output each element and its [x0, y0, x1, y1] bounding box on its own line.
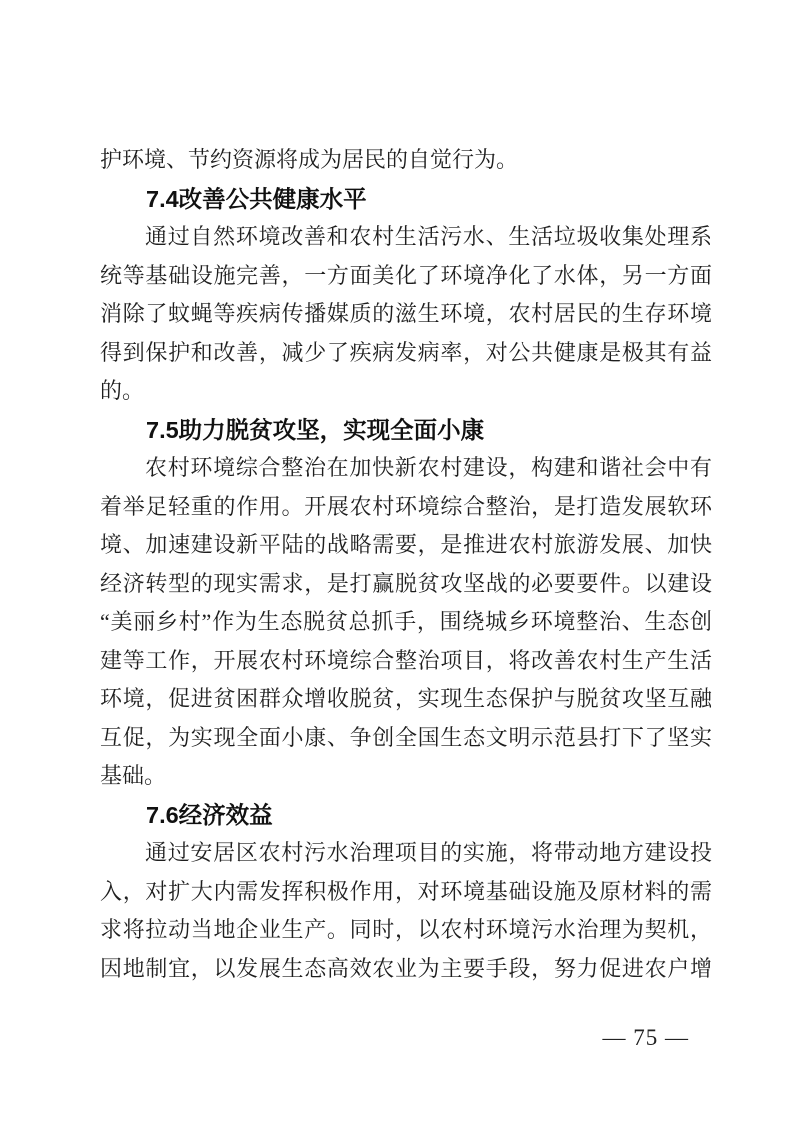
text-line: 互促，为实现全面小康、争创全国生态文明示范县打下了坚实: [100, 724, 712, 750]
section-heading-7-6: 7.6经济效益: [146, 801, 273, 828]
text-line: 护环境、节约资源将成为居民的自觉行为。: [100, 147, 519, 172]
text-line: 境、加速建设新平陆的战略需要，是推进农村旅游发展、加快: [100, 532, 712, 557]
text-line: 经济转型的现实需求，是打赢脱贫攻坚战的必要要件。以建设: [100, 570, 712, 596]
text-line: 消除了蚊蝇等疾病传播媒质的滋生环境，农村居民的生存环境: [100, 301, 712, 326]
text-line: 基础。: [100, 763, 167, 788]
text-line: 农村环境综合整治在加快新农村建设，构建和谐社会中有: [145, 455, 712, 480]
text-line: 因地制宜，以发展生态高效农业为主要手段，努力促进农户增: [100, 955, 712, 981]
text-line: 入，对扩大内需发挥积极作用，对环境基础设施及原材料的需: [100, 878, 712, 904]
text-line: 求将拉动当地企业生产。同时，以农村环境污水治理为契机，: [100, 917, 712, 942]
text-line: 统等基础设施完善，一方面美化了环境净化了水体，另一方面: [100, 262, 712, 288]
text-line: 的。: [100, 378, 145, 403]
text-line: 通过自然环境改善和农村生活污水、生活垃圾收集处理系: [145, 224, 712, 249]
page-number: — 75 —: [602, 1025, 689, 1050]
text-line: 得到保护和改善，减少了疾病发病率，对公共健康是极其有益: [100, 339, 712, 365]
text-line: 着举足轻重的作用。开展农村环境综合整治，是打造发展软环: [100, 493, 712, 519]
page-body: [100, 141, 712, 988]
text-line: 环境，促进贫困群众增收脱贫，实现生态保护与脱贫攻坚互融: [100, 686, 712, 711]
section-heading-7-4: 7.4改善公共健康水平: [146, 185, 367, 212]
section-heading-7-5: 7.5助力脱贫攻坚，实现全面小康: [146, 416, 485, 443]
text-line: 建等工作，开展农村环境综合整治项目，将改善农村生产生活: [100, 647, 712, 673]
text-line: “美丽乡村”作为生态脱贫总抓手，围绕城乡环境整治、生态创: [100, 609, 712, 634]
text-line: 通过安居区农村污水治理项目的实施，将带动地方建设投: [145, 840, 712, 865]
